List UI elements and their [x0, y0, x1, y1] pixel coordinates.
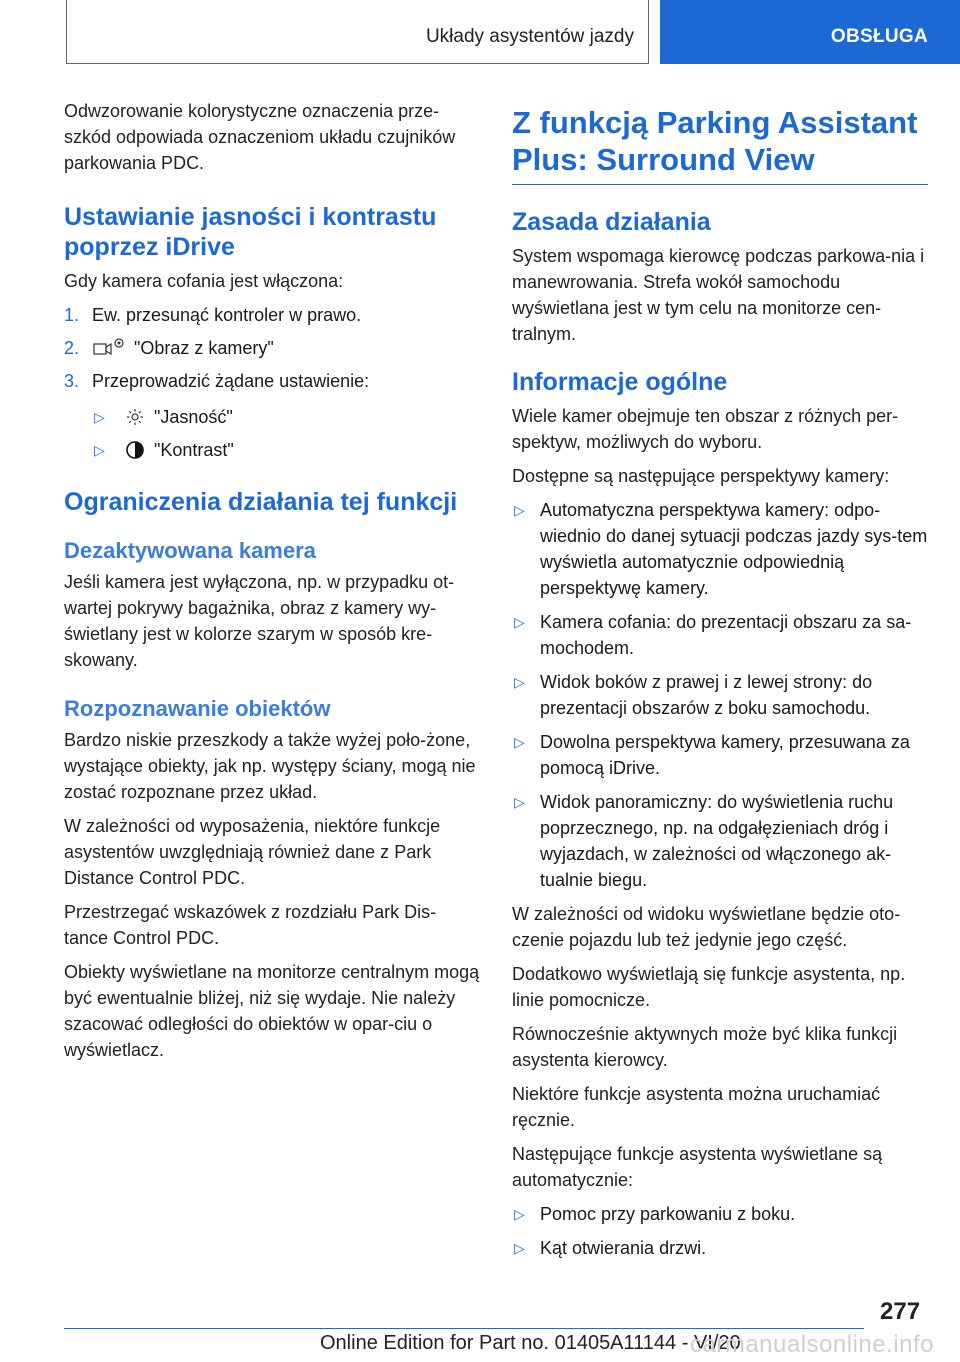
brightness-intro: Gdy kamera cofania jest włączona:: [64, 271, 344, 291]
step-text: "Obraz z kamery": [134, 338, 274, 358]
triangle-bullet-icon: ▷: [514, 502, 525, 518]
heading-surround-view: Z funkcją Parking Assistant Plus: Surround View: [512, 104, 928, 185]
auto-functions-list: [512, 1201, 928, 1261]
view-paragraph: W zależności od widoku wyświetlane będzie oto-czenie pojazdu lub też jedynie jego część.: [512, 904, 901, 950]
step-text: Ew. przesunąć kontroler w prawo.: [92, 305, 362, 325]
manual-paragraph: Niektóre funkcje asystenta można uruchamiać ręcznie.: [512, 1084, 881, 1130]
substep-text: "Jasność": [154, 407, 233, 427]
list-item-text: Kąt otwierania drzwi.: [540, 1238, 707, 1258]
substep-text: "Kontrast": [154, 440, 234, 460]
heading-limits: Ograniczenia działania tej funkcji: [64, 488, 458, 516]
list-item: [512, 1235, 928, 1261]
list-item: [512, 497, 928, 601]
list-item: [512, 729, 928, 781]
left-column: [64, 98, 480, 1071]
general-paragraph: Wiele kamer obejmuje ten obszar z różnych per-spektyw, możliwych do wyboru.: [512, 406, 899, 452]
step-number: 3.: [64, 371, 80, 391]
triangle-bullet-icon: ▷: [514, 734, 525, 750]
list-item: [512, 1201, 928, 1227]
detection-paragraph: Przestrzegać wskazówek z rozdziału Park Dis-tance Control PDC.: [64, 902, 437, 948]
chapter-tab[interactable]: OBSŁUGA: [660, 0, 960, 64]
sun-icon: [124, 406, 146, 428]
heading-object-detection: Rozpoznawanie obiektów: [64, 696, 331, 721]
disabled-text: Jeśli kamera jest wyłączona, np. w przypadku ot-wartej pokrywy bagażnika, obraz z kamery wy-świetlany jest w kolorze szarym w sposób kre-skowany.: [64, 572, 455, 670]
edition-note: Online Edition for Part no. 01405A11144 - VI/20: [320, 1332, 741, 1354]
detection-paragraph: W zależności od wyposażenia, niektóre funkcje asystentów uwzględniają również dane z Park Distance Control PDC.: [64, 816, 441, 888]
steps-list: [64, 302, 480, 394]
step-item: [64, 335, 480, 361]
heading-principle: Zasada działania: [512, 208, 711, 236]
detection-paragraph: Obiekty wyświetlane na monitorze centralnym mogą być ewentualnie bliżej, niż się wydaje. Nie należy szacować odległości do obiektów w opar-ciu o wyświetlacz.: [64, 962, 480, 1060]
list-item: [512, 669, 928, 721]
heading-disabled-camera: Dezaktywowana kamera: [64, 538, 316, 563]
page-header: [0, 0, 960, 66]
step-number: 1.: [64, 305, 80, 325]
contrast-icon: [124, 439, 146, 461]
step-item: [64, 368, 480, 394]
triangle-bullet-icon: ▷: [94, 409, 105, 425]
section-title: Układy asystentów jazdy: [66, 0, 649, 64]
triangle-bullet-icon: ▷: [514, 674, 525, 690]
step-item: [64, 302, 480, 328]
camera-settings-icon: [92, 335, 126, 357]
triangle-bullet-icon: ▷: [514, 794, 525, 810]
substep-item: [92, 437, 480, 463]
heading-brightness-contrast: Ustawianie jasności i kontrastu poprzez iDrive: [64, 203, 437, 261]
auto-paragraph: Następujące funkcje asystenta wyświetlane są automatycznie:: [512, 1144, 883, 1190]
substep-item: [92, 404, 480, 430]
principle-text: System wspomaga kierowcę podczas parkowa-nia i manewrowania. Strefa wokół samochodu wyświetlana jest w tym celu na monitorze cen-tralnym.: [512, 246, 925, 344]
lines-paragraph: Dodatkowo wyświetlają się funkcje asystenta, np. linie pomocnicze.: [512, 964, 906, 1010]
list-item-text: Kamera cofania: do prezentacji obszaru za sa-mochodem.: [540, 612, 912, 658]
triangle-bullet-icon: ▷: [514, 614, 525, 630]
heading-general-info: Informacje ogólne: [512, 368, 728, 396]
list-item-text: Dowolna perspektywa kamery, przesuwana za pomocą iDrive.: [540, 732, 910, 778]
step-text: Przeprowadzić żądane ustawienie:: [92, 371, 370, 391]
right-column: [512, 98, 928, 1269]
general-paragraph: Dostępne są następujące perspektywy kamery:: [512, 466, 890, 486]
substeps-list: [92, 404, 480, 463]
page-number: 277: [880, 1298, 921, 1325]
footer-divider: [64, 1328, 864, 1329]
list-item-text: Widok boków z prawej i z lewej strony: do prezentacji obszarów z boku samochodu.: [540, 672, 873, 718]
triangle-bullet-icon: ▷: [514, 1240, 525, 1256]
triangle-bullet-icon: ▷: [94, 442, 105, 458]
list-item-text: Automatyczna perspektywa kamery: odpo-wiednio do danej sytuacji podczas jazdy sys-tem wyświetla automatycznie odpowiednią perspektywę kamery.: [540, 500, 928, 598]
detection-paragraph: Bardzo niskie przeszkody a także wyżej poło-żone, wystające obiekty, jak np. występy ściany, mogą nie zostać rozpoznane przez układ.: [64, 730, 476, 802]
list-item-text: Pomoc przy parkowaniu z boku.: [540, 1204, 796, 1224]
list-item: [512, 609, 928, 661]
watermark: carmanualsonline.info: [690, 1331, 934, 1358]
list-item: [512, 789, 928, 893]
list-item-text: Widok panoramiczny: do wyświetlenia ruchu poprzecznego, np. na odgałęzieniach dróg i wyjazdach, w zależności od włączonego ak-tualnie biegu.: [540, 792, 894, 890]
step-number: 2.: [64, 338, 80, 358]
multi-paragraph: Równocześnie aktywnych może być klika funkcji asystenta kierowcy.: [512, 1024, 898, 1070]
triangle-bullet-icon: ▷: [514, 1206, 525, 1222]
intro-paragraph: Odwzorowanie kolorystyczne oznaczenia prze-szkód odpowiada oznaczeniom układu czujników parkowania PDC.: [64, 101, 456, 173]
perspectives-list: [512, 497, 928, 893]
